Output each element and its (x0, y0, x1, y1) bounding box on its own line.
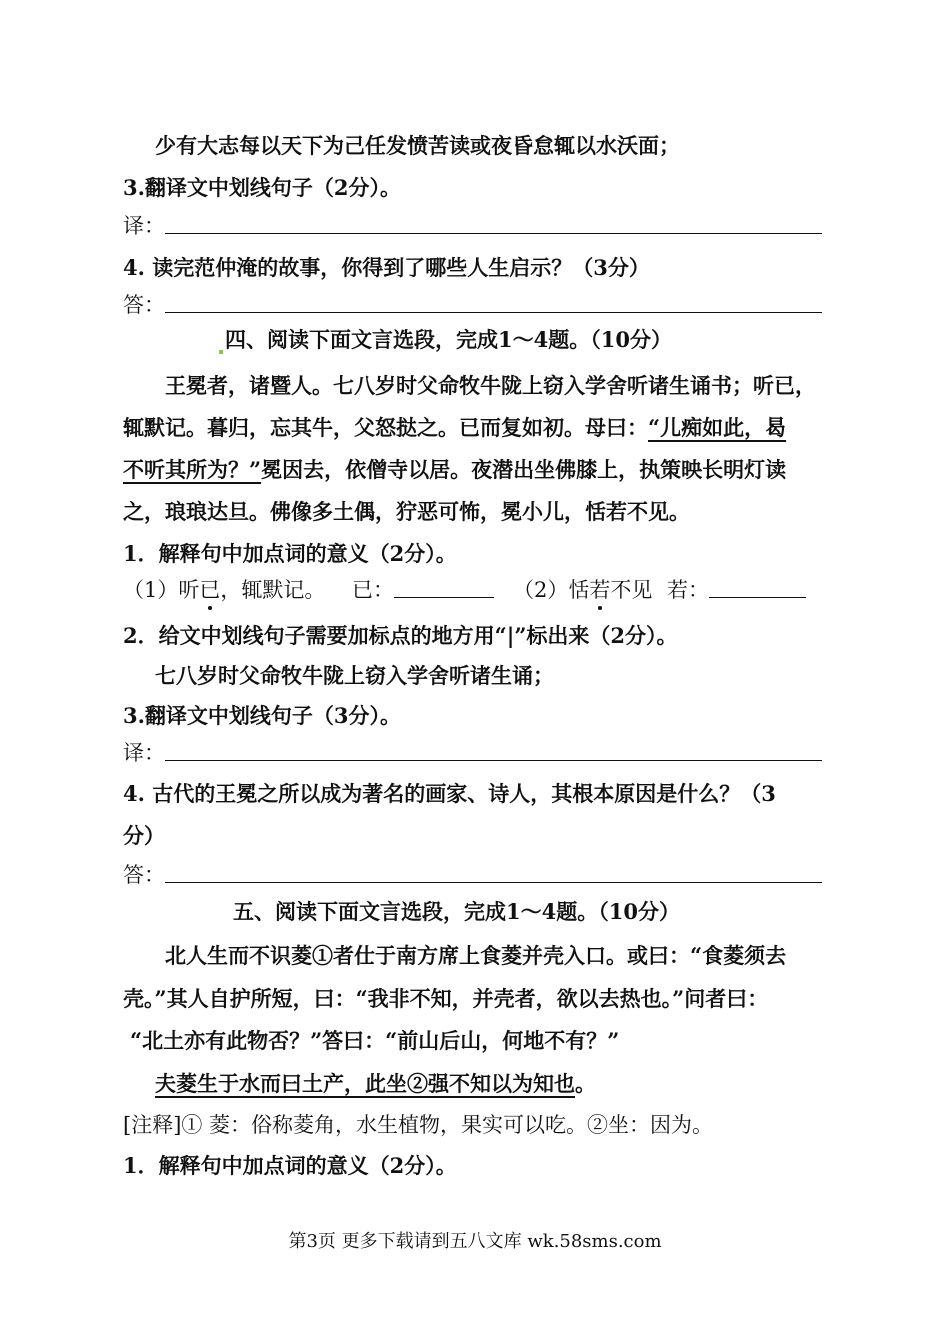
marker-dot (219, 350, 223, 354)
s4-q4-question: 4. 古代的王冕之所以成为著名的画家、诗人，其根本原因是什么？（3 (123, 781, 776, 806)
s3-q3-answer-line[interactable] (165, 233, 822, 234)
page-footer: 第3页 更多下载请到五八文库 wk.58sms.com (288, 1231, 662, 1252)
s4-q1-item1-blank[interactable] (394, 597, 494, 598)
dotted-word: 若 (589, 578, 611, 602)
s3-q3-question: 3.翻译文中划线句子（2分）。 (123, 175, 402, 200)
s5-passage-line: “北土亦有此物否？”答曰：“前山后山，何地不有？” (130, 1028, 620, 1053)
s5-q1-question: 1．解释句中加点词的意义（2分）。 (123, 1153, 457, 1178)
s4-q4-answer-label: 答： (123, 863, 165, 887)
dotted-word: 已 (199, 578, 221, 602)
s4-q4-question-cont: 分） (123, 823, 165, 848)
s4-q2-sentence: 七八岁时父命牧牛陇上窃入学舍听诸生诵； (155, 663, 554, 688)
s4-q1-item1-answer: 已： (352, 576, 494, 604)
s5-note: [注释]① 菱：俗称菱角，水生植物，果实可以吃。②坐：因为。 (123, 1113, 714, 1137)
s4-q1-item1: （1）听已，辄默记。 (123, 578, 326, 602)
s5-title: 五、阅读下面文言选段，完成1～4题。（10分） (233, 899, 680, 924)
s4-q3-answer-label: 译： (123, 741, 165, 765)
s4-passage-line: 辄默记。暮归，忘其牛，父怒挞之。已而复如初。母曰：“儿痴如此，曷 (123, 415, 787, 440)
s4-passage-line: 之，琅琅达旦。佛像多土偶，狞恶可怖，冕小儿，恬若不见。 (123, 499, 690, 524)
s5-passage-line: 壳。”其人自护所短，曰：“我非不知，并壳者，欲以去热也。”问者曰： (123, 986, 769, 1011)
s4-q1-item2-answer: 若： (667, 576, 806, 604)
s4-q3-question: 3.翻译文中划线句子（3分）。 (123, 703, 402, 728)
s4-q3-answer-line[interactable] (165, 760, 822, 761)
s5-passage-line: 夫菱生于水而曰土产，此坐②强不知以为知也。 (155, 1071, 596, 1096)
s4-q2-question: 2．给文中划线句子需要加标点的地方用“|”标出来（2分）。 (123, 623, 678, 648)
s4-q1-item2-blank[interactable] (709, 597, 806, 598)
s3-q4-answer-line[interactable] (165, 312, 822, 313)
s3-q2-sentence: 少有大志每以天下为己任发愤苦读或夜昏怠辄以水沃面； (155, 133, 680, 158)
s4-passage-line: 不听其所为？”冕因去，依僧寺以居。夜潜出坐佛膝上，执策映长明灯读 (123, 457, 787, 482)
s4-title: 四、阅读下面文言选段，完成1～4题。（10分） (219, 326, 672, 354)
s4-q1-question: 1．解释句中加点词的意义（2分）。 (123, 541, 457, 566)
s3-q4-answer-label: 答： (123, 293, 165, 317)
s5-passage-line: 北人生而不识菱①者仕于南方席上食菱并壳入口。或曰：“食菱须去 (165, 943, 787, 968)
underlined-sentence: 夫菱生于水而曰土产，此坐②强不知以为知也 (155, 1071, 575, 1096)
underlined-sentence: “儿痴如此，曷 (648, 415, 787, 440)
s3-q3-answer-label: 译： (123, 214, 165, 238)
s3-q4-question: 4. 读完范仲淹的故事，你得到了哪些人生启示？（3分） (123, 255, 650, 280)
s4-q4-answer-line[interactable] (165, 882, 822, 883)
s4-q1-item2: （2）恬若不见 (513, 578, 653, 602)
s4-passage-line: 王冕者，诸暨人。七八岁时父命牧牛陇上窃入学舍听诸生诵书；听已， (165, 373, 816, 398)
underlined-sentence: 不听其所为？” (123, 457, 262, 482)
